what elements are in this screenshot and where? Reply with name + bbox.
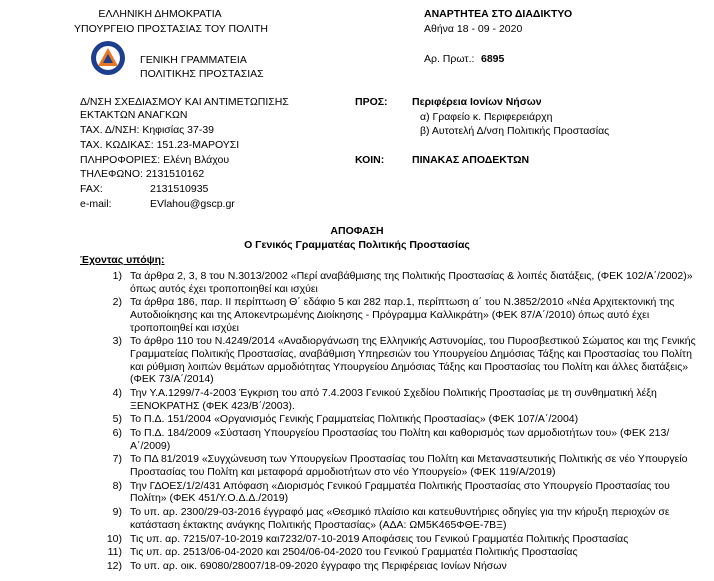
secretariat-line2: ΠΟΛΙΤΙΚΗΣ ΠΡΟΣΤΑΣΙΑΣ	[140, 68, 264, 80]
considering-heading: Έχοντας υπόψη:	[80, 254, 165, 266]
list-item	[80, 335, 700, 385]
document-date: Αθήνα 18 - 09 - 2020	[424, 23, 523, 35]
directorate-line2: ΕΚΤΑΚΤΩΝ ΑΝΑΓΚΩΝ	[80, 109, 188, 121]
item-number: 4)	[112, 386, 122, 399]
directorate-line1: Δ/ΝΣΗ ΣΧΕΔΙΑΣΜΟΥ ΚΑΙ ΑΝΤΙΜΕΤΩΠΙΣΗΣ	[80, 96, 289, 108]
item-number: 3)	[112, 335, 122, 348]
list-item	[80, 546, 700, 559]
item-text: Τις υπ. αρ. 2513/06-04-2020 και 2504/06-04-2020 του Γενικού Γραμματέα Πολιτικής Προστασίας	[130, 546, 578, 559]
list-item	[80, 560, 700, 573]
postal-code: ΤΑΧ. ΚΩΔΙΚΑΣ: 151.23-ΜΑΡΟΥΣΙ	[80, 139, 240, 151]
list-item	[80, 427, 700, 452]
phone-number: ΤΗΛΕΦΩΝΟ: 2131510162	[80, 168, 205, 180]
email-address: EVlahou@gscp.gr	[150, 198, 235, 210]
item-text: Τις υπ. αρ. 7215/07-10-2019 και7232/07-10-2019 Αποφάσεις του Γενικού Γραμματέα Πολιτικής Προστασίας	[130, 532, 629, 545]
list-item	[80, 413, 700, 426]
fax-label: FAX:	[80, 183, 103, 195]
item-number: 6)	[112, 427, 122, 440]
list-item	[80, 453, 700, 478]
item-text: Το Π.Δ. 184/2009 «Σύσταση Υπουργείου Προστασίας του Πολίτη και καθορισμός των αρμοδιοτήτων του» (ΦΕΚ 213/Α΄/2009)	[130, 427, 670, 452]
item-number: 2)	[112, 296, 122, 309]
list-item	[80, 480, 700, 505]
item-text: Το υπ. αρ. οικ. 69080/28007/18-09-2020 έγγραφο της Περιφέρειας Ιονίων Νήσων	[130, 560, 507, 573]
considerations-list	[80, 270, 700, 574]
item-text: Το ΠΔ 81/2019 «Συγχώνευση των Υπουργείων Προστασίας του Πολίτη και Μεταναστευτικής Πολιτικής σε νέο Υπουργείο Προστασίας του Πολίτη και μεταφορά αρμοδιοτήτων στο νέο Υπουργείο» (ΦΕΚ 119/Α/2019)	[130, 453, 688, 479]
item-text: Το άρθρο 110 του Ν.4249/2014 «Αναδιοργάνωση της Ελληνικής Αστυνομίας, του Πυροσβεστικού Σώματος και της Γενικής Γραμματείας Πολιτικής Προστασίας, αναβάθμιση Υπηρεσιών του Υπουργείου Δημόσιας Τάξης και Προστασίας του Πολίτη και ρύθμιση λοιπών θεμάτων αρμοδιότητας Υπουργείου Δημόσιας Τάξης και Προστασίας του Πολίτη και άλλες διατάξεις» (ΦΕΚ 73/Α΄/2014)	[130, 335, 696, 386]
to-recipient: Περιφέρεια Ιονίων Νήσων	[412, 96, 542, 108]
list-item	[80, 270, 700, 295]
protocol-label: Αρ. Πρωτ.:	[424, 53, 475, 65]
decision-subtitle: Ο Γενικός Γραμματέας Πολιτικής Προστασίας	[244, 239, 470, 251]
item-text: Την Υ.Α.1299/7-4-2003 Έγκριση του από 7.4.2003 Γενικού Σχεδίου Πολιτικής Προστασίας με τη συνθηματική λέξη ΞΕΝΟΚΡΑΤΗΣ (ΦΕΚ 423/Β΄/2003).	[130, 386, 657, 412]
item-text: Τα άρθρα 2, 3, 8 του Ν.3013/2002 «Περί αναβάθμισης της Πολιτικής Προστασίας & λοιπές διατάξεις, (ΦΕΚ 102/Α΄/2002)» όπως αυτός έχει τροποποιηθεί και ισχύει	[130, 270, 693, 295]
item-text: Τα άρθρα 186, παρ. ΙΙ περίπτωση Θ΄ εδάφιο 5 και 282 παρ.1, περίπτωση α΄ του Ν.3852/2010 «Νέα Αρχιτεκτονική της Αυτοδιοίκησης και της Αποκεντρωμένης Διοίκησης - Πρόγραμμα Καλλικράτη» (ΦΕΚ 87/Α΄/2010) όπως αυτό έχει τροποποιηθεί και ισχύει	[130, 296, 675, 334]
item-number: 9)	[112, 506, 122, 519]
list-item	[80, 506, 700, 531]
ministry-title: ΥΠΟΥΡΓΕΙΟ ΠΡΟΣΤΑΣΙΑΣ ΤΟΥ ΠΟΛΙΤΗ	[74, 23, 268, 35]
contact-person: ΠΛΗΡΟΦΟΡΙΕΣ: Ελένη Βλάχου	[80, 154, 230, 166]
fax-row	[80, 183, 208, 195]
item-number: 10)	[106, 532, 122, 545]
item-number: 5)	[112, 413, 122, 426]
posted-online-label: ΑΝΑΡΤΗΤΕΑ ΣΤΟ ΔΙΑΔΙΚΤΥΟ	[424, 8, 573, 20]
to-recipient-b: β) Αυτοτελή Δ/νση Πολιτικής Προστασίας	[420, 125, 610, 137]
item-number: 7)	[112, 453, 122, 466]
list-item	[80, 533, 700, 546]
list-item	[80, 387, 700, 412]
email-label: e-mail:	[80, 198, 112, 210]
cc-label: ΚΟΙΝ:	[355, 154, 385, 166]
item-number: 11)	[107, 546, 122, 559]
item-text: Το υπ. αρ. 2300/29-03-2016 έγγραφό μας «Θεσμικό πλαίσιο και κατευθυντήριες οδηγίες για την κήρυξη περιοχών σε κατάσταση έκτακτης ανάγκης Πολιτικής Προστασίας» (ΑΔΑ: ΩΜ5Κ465ΦΘΕ-7ΒΞ)	[130, 506, 670, 531]
postal-address: ΤΑΧ. Δ/ΝΣΗ: Κηφισίας 37-39	[80, 124, 215, 136]
to-recipient-a: α) Γραφείο κ. Περιφερειάρχη	[420, 111, 553, 123]
fax-number: 2131510935	[150, 183, 209, 195]
item-number: 1)	[112, 270, 122, 282]
secretariat-line1: ΓΕΝΙΚΗ ΓΡΑΜΜΑΤΕΙΑ	[140, 54, 247, 66]
cc-recipient: ΠΙΝΑΚΑΣ ΑΠΟΔΕΚΤΩΝ	[412, 154, 530, 166]
civil-protection-logo-icon	[90, 40, 126, 76]
item-text: Το Π.Δ. 151/2004 «Οργανισμός Γενικής Γραμματείας Πολιτικής Προστασίας» (ΦΕΚ 107/Α΄/2004)	[130, 413, 579, 426]
item-text: Την ΓΔΟΕΣ/1/2/431 Απόφαση «Διορισμός Γενικού Γραμματέα Πολιτικής Προστασίας στο Υπουργείο Προστασίας του Πολίτη» (ΦΕΚ 451/Υ.Ο.Δ.Δ./2019)	[130, 479, 670, 505]
email-row	[80, 198, 235, 210]
decision-title: ΑΠΟΦΑΣΗ	[330, 225, 384, 237]
item-number: 8)	[112, 479, 122, 492]
republic-title: ΕΛΛΗΝΙΚΗ ΔΗΜΟΚΡΑΤΙΑ	[98, 8, 222, 20]
list-item	[80, 296, 700, 334]
item-number: 12)	[106, 560, 122, 573]
to-label: ΠΡΟΣ:	[355, 96, 388, 108]
protocol-number: 6895	[481, 53, 505, 65]
